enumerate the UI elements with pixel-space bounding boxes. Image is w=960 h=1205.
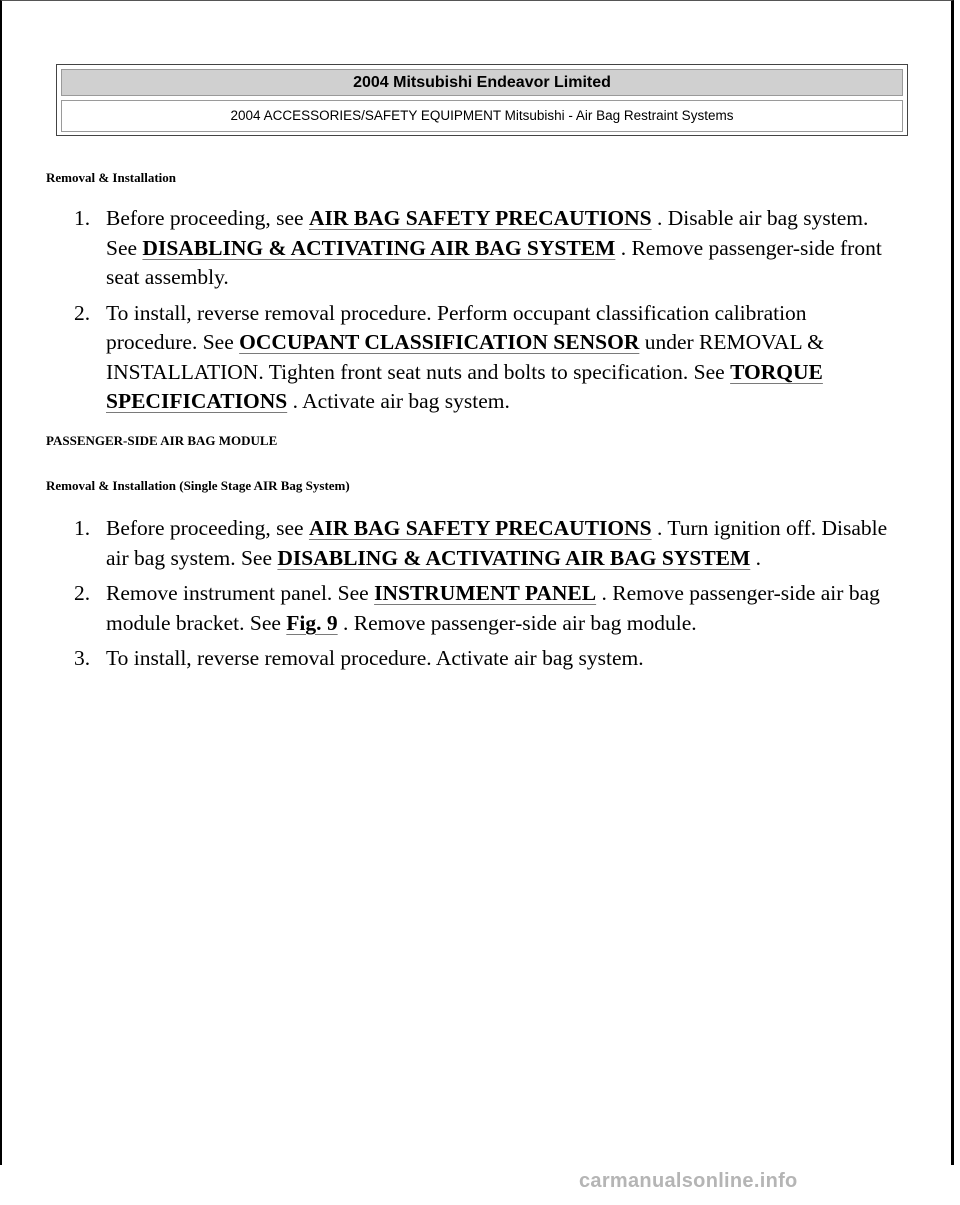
list-item: [46, 644, 896, 674]
link-occupant-classification-sensor[interactable]: OCCUPANT CLASSIFICATION SENSOR: [239, 330, 640, 354]
step-text: . Remove passenger-side front seat assembly.: [106, 235, 882, 289]
list-item: [46, 299, 896, 417]
step-text: To install, reverse removal procedure. Activate air bag system.: [106, 646, 644, 670]
step-number: 2.: [74, 581, 91, 605]
step-number: 2.: [74, 300, 91, 325]
header-title: 2004 Mitsubishi Endeavor Limited: [61, 69, 903, 96]
link-fig-9[interactable]: Fig. 9: [286, 610, 338, 635]
link-instrument-panel[interactable]: INSTRUMENT PANEL: [374, 581, 597, 605]
link-torque-specifications[interactable]: TORQUE SPECIFICATIONS: [106, 359, 823, 413]
step-text: .: [750, 545, 762, 570]
step-number: 3.: [74, 646, 91, 670]
list-item: [46, 204, 896, 293]
section-heading-removal: Removal & Installation: [46, 170, 176, 185]
step-text: Before proceeding, see: [106, 206, 309, 230]
link-disabling-activating-air-bag-system[interactable]: DISABLING & ACTIVATING AIR BAG SYSTEM: [277, 545, 751, 570]
watermark-footer: carmanualsonline.info: [579, 1170, 798, 1192]
step-text: . Remove passenger-side air bag module bracket. See: [106, 581, 880, 635]
step-number: 1.: [74, 516, 91, 540]
step-text: Before proceeding, see: [106, 516, 309, 540]
step-text: . Turn ignition off. Disable air bag system. See: [106, 516, 888, 570]
step-text: under REMOVAL & INSTALLATION. Tighten front seat nuts and bolts to specification. See: [106, 330, 824, 384]
link-disabling-activating-air-bag-system[interactable]: DISABLING & ACTIVATING AIR BAG SYSTEM: [142, 235, 616, 260]
section-heading-passenger-air-bag: PASSENGER-SIDE AIR BAG MODULE: [46, 433, 278, 448]
link-air-bag-safety-precautions[interactable]: AIR BAG SAFETY PRECAUTIONS: [308, 516, 652, 540]
section-subheading: Removal & Installation (Single Stage AIR Bag System): [46, 478, 350, 493]
header-subtitle: 2004 ACCESSORIES/SAFETY EQUIPMENT Mitsubishi - Air Bag Restraint Systems: [61, 100, 903, 132]
list-item: [46, 514, 896, 573]
step-text: . Disable air bag system. See: [106, 206, 869, 260]
step-text: To install, reverse removal procedure. Perform occupant classification calibration procedure. See: [106, 300, 807, 354]
document-header: [56, 64, 908, 136]
step-number: 1.: [74, 206, 91, 230]
list-item: [46, 579, 896, 638]
removal-steps-list: [46, 204, 896, 423]
link-air-bag-safety-precautions[interactable]: AIR BAG SAFETY PRECAUTIONS: [308, 206, 652, 230]
step-text: Remove instrument panel. See: [106, 581, 375, 605]
step-text: . Remove passenger-side air bag module.: [337, 610, 697, 635]
passenger-air-bag-steps-list: [46, 514, 896, 680]
step-text: . Activate air bag system.: [287, 389, 510, 413]
